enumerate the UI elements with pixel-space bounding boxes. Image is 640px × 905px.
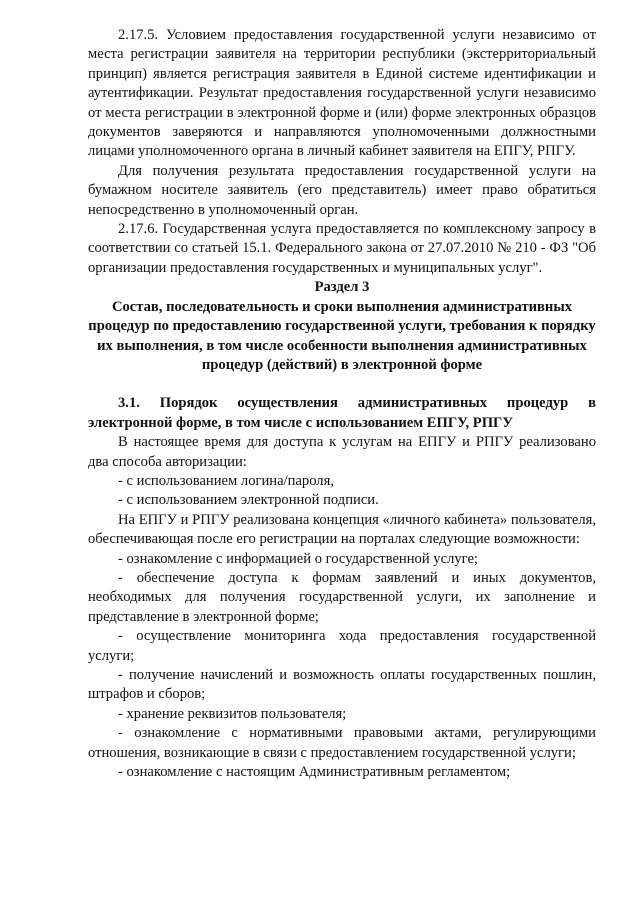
spacer <box>88 375 596 394</box>
paragraph-2-17-5: 2.17.5. Условием предоставления государственной услуги независимо от места регистрации заявителя на территории республики (экстерриториальный принцип) является регистрация заявителя в Единой системе идентификации и аутентификации. Результат предоставления государственной услуги независимо от места регистрации в электронной форме и (или) форме электронных образцов документов заверяются и направляются уполномоченными должностными лицами уполномоченного органа в личный кабинет заявителя на ЕПГУ, РПГУ. <box>88 27 596 160</box>
section-number: Раздел 3 <box>314 279 370 296</box>
list-item: - получение начислений и возможность оплаты государственных пошлин, штрафов и сборов; <box>88 667 596 703</box>
list-item: - обеспечение доступа к формам заявлений и иных документов, необходимых для получения государственной услуги, их заполнение и представление в электронной форме; <box>88 569 596 625</box>
list-item: - осуществление мониторинга хода предоставления государственной услуги; <box>88 628 596 664</box>
list-item: - ознакомление с настоящим Административным регламентом; <box>118 764 511 781</box>
paragraph-2-17-6: 2.17.6. Государственная услуга предоставляется по комплексному запросу в соответствии со статьей 15.1. Федерального закона от 27.07.2010 № 210 - ФЗ "Об организации предоставления государственных и муниципальных услуг". <box>88 221 596 276</box>
paragraph-authorization: В настоящее время для доступа к услугам на ЕПГУ и РПГУ реализовано два способа авторизации: <box>88 434 596 470</box>
list-item: - хранение реквизитов пользователя; <box>118 705 347 722</box>
list-item: - ознакомление с нормативными правовыми актами, регулирующими отношения, возникающие в связи с предоставлением государственной услуги; <box>88 725 596 761</box>
subsection-title-3-1: 3.1. Порядок осуществления административных процедур в электронной форме, в том числе с использованием ЕПГУ, РПГУ <box>88 395 596 431</box>
list-item: - ознакомление с информацией о государственной услуге; <box>118 550 478 567</box>
document-page <box>88 26 596 782</box>
list-item: - с использованием электронной подписи. <box>118 492 379 509</box>
paragraph-personal-account: На ЕПГУ и РПГУ реализована концепция «личного кабинета» пользователя, обеспечивающая после его регистрации на порталах следующие возможности: <box>88 511 596 548</box>
paragraph-paper-result: Для получения результата предоставления государственной услуги на бумажном носителе заявитель (его представитель) имеет право обратиться непосредственно в уполномоченный орган. <box>88 162 596 218</box>
section-title: Состав, последовательность и сроки выполнения административных процедур по предоставлению государственной услуги, требования к порядку их выполнения, в том числе особенности выполнения административных процедур (действий) в электронной форме <box>88 298 596 373</box>
list-item: - с использованием логина/пароля, <box>118 472 334 489</box>
